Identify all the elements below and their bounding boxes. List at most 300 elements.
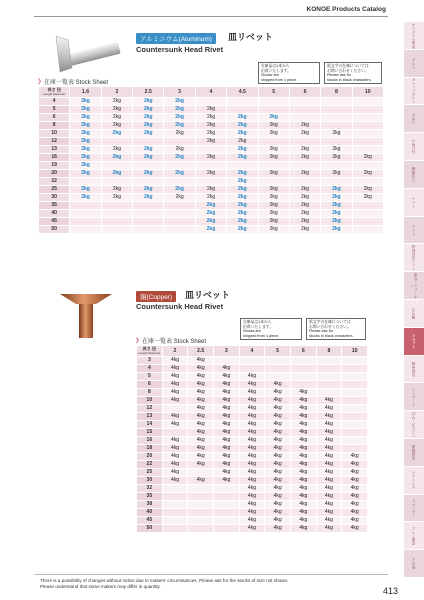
length-cell: 10: [39, 130, 70, 138]
stock-cell: [162, 493, 188, 501]
note-line: shipped from 1 piece.: [243, 333, 280, 338]
stock-cell: 2kg: [133, 114, 164, 122]
stock-cell: 2kg: [70, 106, 101, 114]
stock-cell: [352, 178, 383, 186]
stock-cell: 4kg: [265, 493, 291, 501]
stock-cell: 2kg: [258, 202, 289, 210]
side-tab[interactable]: 小ねじ: [404, 105, 424, 133]
stock-cell: [70, 226, 101, 234]
stock-cell: [342, 445, 368, 453]
stock-cell: 2kg: [258, 122, 289, 130]
stock-cell: 4kg: [162, 381, 188, 389]
side-tab[interactable]: 六角穴付: [404, 133, 424, 161]
stock-cell: [162, 517, 188, 525]
stock-cell: 2kg: [70, 162, 101, 170]
stock-cell: 4kg: [265, 397, 291, 405]
length-cell: 35: [39, 202, 70, 210]
diameter-column-header: 3: [213, 346, 239, 357]
side-tab[interactable]: その他: [404, 550, 424, 578]
table-row: [137, 365, 368, 373]
stock-cell: 2kg: [133, 106, 164, 114]
footer-notes: [40, 578, 288, 590]
diameter-column-header: 4.5: [227, 87, 258, 98]
stock-cell: 4kg: [239, 381, 265, 389]
stock-cell: 4kg: [316, 469, 342, 477]
stock-cell: 4kg: [239, 389, 265, 397]
stock-cell: 4kg: [290, 477, 316, 485]
diameter-column-header: 2.5: [188, 346, 214, 357]
stock-cell: 4kg: [265, 381, 291, 389]
stock-cell: [342, 373, 368, 381]
stock-cell: 4kg: [290, 413, 316, 421]
length-cell: 4: [39, 98, 70, 106]
stock-cell: [316, 389, 342, 397]
stock-cell: [352, 138, 383, 146]
stock-cell: 4kg: [213, 405, 239, 413]
stock-cell: 4kg: [265, 485, 291, 493]
stock-cell: [352, 106, 383, 114]
stock-cell: 2kg: [164, 146, 195, 154]
stock-cell: [164, 162, 195, 170]
side-tab[interactable]: スペーサー: [404, 495, 424, 523]
stock-cell: 4kg: [290, 485, 316, 493]
diameter-column-header: 3: [164, 87, 195, 98]
stock-cell: 4kg: [213, 389, 239, 397]
table-corner-header: [137, 346, 163, 357]
stock-cell: 4kg: [213, 453, 239, 461]
length-cell: 45: [39, 218, 70, 226]
side-tab[interactable]: インサート: [404, 383, 424, 411]
table-row: [39, 218, 384, 226]
table-row: [137, 413, 368, 421]
table-row: [39, 138, 384, 146]
stock-cell: 4kg: [239, 453, 265, 461]
stock-cell: [316, 373, 342, 381]
stock-cell: [101, 218, 132, 226]
stock-cell: [227, 162, 258, 170]
stock-cell: 2kg: [101, 186, 132, 194]
length-cell: 8: [137, 389, 163, 397]
stock-cell: 2kg: [258, 218, 289, 226]
stock-cell: 2kg: [164, 186, 195, 194]
side-tab[interactable]: ボルト: [404, 50, 424, 78]
stock-cell: [289, 178, 320, 186]
copper-rivet-photo: [56, 290, 116, 340]
note-line: 出荷いたします。: [261, 68, 292, 73]
length-cell: 12: [39, 138, 70, 146]
footer-line: Please understand that some makers may differ in quantity.: [40, 584, 161, 589]
stock-cell: 4kg: [188, 413, 214, 421]
length-cell: 6: [137, 381, 163, 389]
stock-cell: [227, 98, 258, 106]
stock-cell: 2kg: [321, 186, 352, 194]
stock-cell: 4kg: [290, 389, 316, 397]
stock-cell: [213, 493, 239, 501]
stock-cell: 2kg: [70, 122, 101, 130]
stock-cell: 2kg: [101, 154, 132, 162]
side-tab[interactable]: 座金・スペーサー: [404, 272, 424, 300]
stock-cell: 2kg: [70, 146, 101, 154]
stock-cell: [188, 525, 214, 533]
stock-cell: [162, 525, 188, 533]
stock-cell: 4kg: [162, 445, 188, 453]
length-cell: 18: [137, 445, 163, 453]
stock-cell: [352, 146, 383, 154]
stock-cell: [342, 397, 368, 405]
stock-cell: 2kg: [195, 194, 226, 202]
stock-cell: [101, 202, 132, 210]
stock-sheet-heading: [136, 336, 206, 345]
stock-cell: 2kg: [289, 202, 320, 210]
length-cell: 16: [39, 154, 70, 162]
stock-cell: 2kg: [258, 170, 289, 178]
table-row: [137, 373, 368, 381]
side-tab[interactable]: 特殊形状ナット: [404, 244, 424, 272]
stock-cell: [162, 509, 188, 517]
stock-cell: [342, 413, 368, 421]
stock-cell: [101, 226, 132, 234]
table-corner-header: [39, 87, 70, 98]
stock-cell: [70, 210, 101, 218]
stock-cell: [352, 162, 383, 170]
length-cell: 25: [39, 186, 70, 194]
footer-line: There is a possibility of changes without notice due to makers' circumstances. Please ask for the stocks of size not shown.: [40, 578, 289, 583]
stock-cell: 2kg: [133, 170, 164, 178]
stock-cell: [195, 146, 226, 154]
table-row: [137, 501, 368, 509]
side-tab[interactable]: 樹脂ねじ: [404, 161, 424, 189]
stock-cell: 2kg: [164, 170, 195, 178]
stock-cell: 2kg: [289, 130, 320, 138]
stock-cell: 4kg: [188, 397, 214, 405]
stock-heading-text: 在庫一覧表 Stock Sheet: [142, 339, 207, 345]
stock-cell: 2kg: [258, 186, 289, 194]
length-cell: 12: [137, 405, 163, 413]
length-cell: 30: [39, 194, 70, 202]
stock-cell: 4kg: [213, 421, 239, 429]
stock-cell: 4kg: [239, 445, 265, 453]
note-line: Stocks are: [243, 329, 261, 334]
length-cell: 50: [39, 226, 70, 234]
side-tab[interactable]: ステンレス: [404, 467, 424, 495]
table-row: [137, 381, 368, 389]
side-tab[interactable]: 止め輪: [404, 300, 424, 328]
stock-cell: [321, 178, 352, 186]
stock-cell: 4kg: [162, 413, 188, 421]
stock-cell: 2kg: [70, 194, 101, 202]
stock-cell: [342, 405, 368, 413]
table-row: [39, 186, 384, 194]
length-cell: 25: [137, 469, 163, 477]
stock-cell: 4kg: [239, 461, 265, 469]
stock-cell: 2kg: [289, 210, 320, 218]
length-cell: 6: [39, 114, 70, 122]
stock-cell: 4kg: [265, 461, 291, 469]
stock-cell: [133, 226, 164, 234]
length-cell: 50: [137, 525, 163, 533]
side-tab[interactable]: オリジナル製品: [404, 22, 424, 50]
note-line: 在庫品は1本から: [243, 320, 272, 324]
stock-cell: [133, 202, 164, 210]
stock-cell: 4kg: [188, 477, 214, 485]
stock-cell: 2kg: [101, 114, 132, 122]
stock-cell: 2kg: [164, 122, 195, 130]
stock-cell: 2kg: [133, 194, 164, 202]
note-blue-stock: [240, 318, 302, 340]
stock-cell: 4kg: [265, 413, 291, 421]
stock-cell: 4kg: [239, 493, 265, 501]
stock-cell: [352, 98, 383, 106]
diameter-column-header: 10: [352, 87, 383, 98]
stock-cell: [258, 162, 289, 170]
stock-cell: 2kg: [258, 226, 289, 234]
stock-cell: 4kg: [290, 509, 316, 517]
stock-cell: 2kg: [101, 106, 132, 114]
stock-cell: 4kg: [342, 517, 368, 525]
length-cell: 30: [137, 477, 163, 485]
length-cell: 14: [137, 421, 163, 429]
stock-cell: 4kg: [239, 429, 265, 437]
stock-cell: 4kg: [239, 373, 265, 381]
material-badge: アルミニウム(Aluminum): [136, 33, 216, 44]
stock-cell: [213, 517, 239, 525]
stock-cell: 4kg: [213, 373, 239, 381]
length-cell: 40: [39, 210, 70, 218]
stock-cell: 4kg: [239, 421, 265, 429]
stock-cell: 2kg: [133, 122, 164, 130]
corner-sublabel: Length Diameter: [138, 351, 161, 355]
stock-cell: 2kg: [164, 114, 195, 122]
stock-cell: [195, 98, 226, 106]
catalog-title: KONOE Products Catalog: [306, 6, 386, 13]
stock-cell: [265, 357, 291, 365]
side-tab[interactable]: ナット: [404, 189, 424, 217]
length-cell: 15: [137, 429, 163, 437]
stock-cell: [342, 389, 368, 397]
length-cell: 45: [137, 517, 163, 525]
stock-cell: 4kg: [265, 421, 291, 429]
stock-table-aluminum: [38, 86, 384, 234]
stock-cell: [290, 357, 316, 365]
table-row: [137, 517, 368, 525]
stock-cell: [162, 405, 188, 413]
stock-cell: 4kg: [316, 509, 342, 517]
stock-cell: 4kg: [290, 453, 316, 461]
stock-cell: 4kg: [162, 397, 188, 405]
stock-cell: 4kg: [239, 397, 265, 405]
stock-cell: 2kg: [227, 178, 258, 186]
table-row: [137, 469, 368, 477]
side-tab[interactable]: キャップボルト: [404, 78, 424, 106]
stock-cell: [164, 178, 195, 186]
stock-cell: [290, 365, 316, 373]
diameter-column-header: 8: [316, 346, 342, 357]
stock-cell: 4kg: [213, 445, 239, 453]
table-row: [137, 477, 368, 485]
stock-cell: [162, 429, 188, 437]
stock-cell: 4kg: [265, 445, 291, 453]
note-line: stocks in black characters.: [309, 333, 354, 338]
stock-cell: 4kg: [162, 437, 188, 445]
stock-cell: 4kg: [265, 469, 291, 477]
product-title-jp: 皿リベット: [228, 32, 273, 42]
stock-cell: 2kg: [289, 154, 320, 162]
stock-heading-text: 在庫一覧表 Stock Sheet: [44, 80, 109, 86]
table-row: [39, 178, 384, 186]
table-row: [137, 437, 368, 445]
stock-cell: 2kg: [133, 98, 164, 106]
stock-cell: [316, 381, 342, 389]
table-row: [137, 389, 368, 397]
stock-cell: [133, 178, 164, 186]
stock-cell: 4kg: [239, 413, 265, 421]
stock-cell: 4kg: [213, 397, 239, 405]
stock-cell: 4kg: [162, 461, 188, 469]
stock-cell: [316, 365, 342, 373]
length-cell: 4: [137, 365, 163, 373]
stock-table-copper: [136, 345, 368, 533]
stock-cell: 4kg: [213, 469, 239, 477]
stock-cell: 2kg: [164, 194, 195, 202]
stock-cell: [265, 365, 291, 373]
stock-cell: [188, 493, 214, 501]
stock-cell: 2kg: [258, 210, 289, 218]
stock-cell: 2kg: [164, 106, 195, 114]
stock-cell: 2kg: [195, 122, 226, 130]
stock-cell: 4kg: [265, 429, 291, 437]
diameter-column-header: 5: [258, 87, 289, 98]
table-row: [39, 122, 384, 130]
table-row: [137, 405, 368, 413]
stock-cell: 2kg: [195, 210, 226, 218]
stock-cell: 4kg: [316, 525, 342, 533]
stock-cell: [227, 106, 258, 114]
stock-cell: [162, 485, 188, 493]
stock-cell: [164, 218, 195, 226]
stock-cell: [133, 138, 164, 146]
stock-cell: 2kg: [321, 218, 352, 226]
stock-cell: 2kg: [195, 154, 226, 162]
stock-cell: 4kg: [162, 421, 188, 429]
stock-cell: 4kg: [316, 397, 342, 405]
stock-cell: [188, 517, 214, 525]
stock-cell: 2kg: [101, 130, 132, 138]
stock-cell: [133, 218, 164, 226]
product-title-en: Countersunk Head Rivet: [136, 302, 224, 311]
side-tab[interactable]: ばね・圧入ピン: [404, 411, 424, 439]
stock-cell: 2kg: [133, 186, 164, 194]
stock-cell: 4kg: [239, 469, 265, 477]
stock-cell: 2kg: [195, 218, 226, 226]
stock-cell: [213, 485, 239, 493]
stock-cell: 4kg: [265, 405, 291, 413]
note-line: Stocks are: [261, 73, 279, 78]
stock-cell: [352, 226, 383, 234]
length-cell: 13: [137, 413, 163, 421]
stock-cell: 4kg: [239, 477, 265, 485]
stock-cell: 2kg: [101, 146, 132, 154]
stock-cell: 4kg: [239, 525, 265, 533]
side-tab[interactable]: ナット: [404, 217, 424, 245]
stock-cell: 4kg: [316, 477, 342, 485]
stock-cell: 4kg: [213, 365, 239, 373]
stock-cell: 4kg: [265, 525, 291, 533]
stock-cell: 2kg: [258, 130, 289, 138]
aluminum-rivet-photo: [38, 30, 128, 80]
length-cell: 20: [39, 170, 70, 178]
stock-cell: 2kg: [321, 130, 352, 138]
table-row: [39, 146, 384, 154]
chevron-right-icon: 》: [38, 80, 45, 86]
side-tab[interactable]: 樹脂部品: [404, 439, 424, 467]
diameter-column-header: 6: [289, 87, 320, 98]
stock-cell: 2kg: [227, 186, 258, 194]
stock-cell: 2kg: [227, 218, 258, 226]
length-cell: 22: [39, 178, 70, 186]
stock-cell: [342, 381, 368, 389]
stock-cell: 2kg: [321, 194, 352, 202]
stock-cell: 4kg: [162, 477, 188, 485]
diameter-column-header: 2: [162, 346, 188, 357]
note-line: 黒文字の在庫については: [327, 64, 369, 68]
stock-cell: 4kg: [265, 501, 291, 509]
diameter-column-header: 5: [265, 346, 291, 357]
stock-cell: 4kg: [188, 421, 214, 429]
diameter-column-header: 6: [290, 346, 316, 357]
stock-cell: [342, 429, 368, 437]
note-line: stocks in black characters.: [327, 77, 372, 82]
stock-cell: 4kg: [239, 437, 265, 445]
stock-cell: [188, 469, 214, 477]
stock-cell: 4kg: [213, 477, 239, 485]
stock-cell: [289, 98, 320, 106]
table-row: [39, 210, 384, 218]
stock-cell: 4kg: [265, 453, 291, 461]
stock-cell: 4kg: [316, 501, 342, 509]
side-tab[interactable]: 精密部品: [404, 356, 424, 384]
material-badge: 銅(Copper): [136, 291, 176, 302]
stock-cell: 2kg: [195, 186, 226, 194]
stock-cell: 2kg: [227, 154, 258, 162]
stock-cell: 2kg: [227, 202, 258, 210]
length-cell: 20: [137, 453, 163, 461]
note-line: お問い合わせください。: [327, 68, 369, 73]
stock-cell: 4kg: [290, 437, 316, 445]
side-tab[interactable]: リベット: [404, 328, 424, 356]
stock-cell: 4kg: [316, 461, 342, 469]
stock-cell: [101, 178, 132, 186]
stock-cell: [342, 437, 368, 445]
stock-cell: 4kg: [188, 429, 214, 437]
stock-cell: [258, 98, 289, 106]
table-row: [137, 429, 368, 437]
stock-cell: 4kg: [188, 461, 214, 469]
stock-sheet-heading: [38, 77, 108, 86]
stock-cell: 4kg: [342, 493, 368, 501]
stock-cell: [239, 365, 265, 373]
stock-cell: [188, 485, 214, 493]
stock-cell: [164, 202, 195, 210]
stock-cell: 2kg: [133, 154, 164, 162]
table-row: [137, 485, 368, 493]
stock-cell: [316, 357, 342, 365]
side-tab[interactable]: アルミ製品: [404, 522, 424, 550]
stock-cell: 2kg: [289, 122, 320, 130]
stock-cell: 2kg: [133, 146, 164, 154]
stock-cell: 4kg: [316, 421, 342, 429]
stock-cell: [164, 138, 195, 146]
stock-cell: 4kg: [188, 453, 214, 461]
